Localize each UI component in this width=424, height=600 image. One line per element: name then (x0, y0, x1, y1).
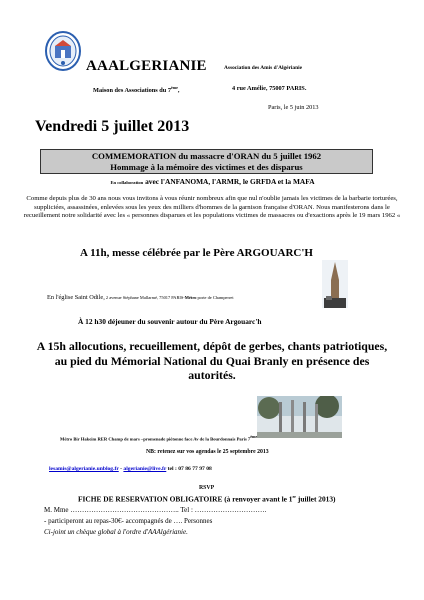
email-link-1[interactable]: lesamis@algerianie.unblog.fr (49, 466, 119, 472)
collaboration-line: En collaboration avec l'ANFANOMA, l'ARMR, le GRFDA et la MAFA (110, 177, 315, 186)
maison-associations: Maison des Associations du 7ème, (93, 85, 180, 95)
reservation-heading: FICHE DE RESERVATION OBLIGATOIRE (à renvoyer avant le 1er juillet 2013) (78, 494, 336, 504)
association-logo (44, 30, 82, 72)
ceremony-announcement: A 15h allocutions, recueillement, dépôt de gerbes, chants patriotiques, au pied du Mémorial National du Quai Branly en présence des autorités. (36, 339, 388, 382)
lunch-announcement: À 12 h30 déjeuner du souvenir autour du Père Argouarc'h (78, 317, 262, 326)
mass-announcement: A 11h, messe célébrée par le Père ARGOUARC'H (80, 247, 313, 259)
commemoration-box (40, 149, 373, 174)
dateline: Paris, le 5 juin 2013 (268, 104, 319, 111)
church-address: En l'église Saint Odile, 2 avenue Stéphane Mallarmé, 75017 PARIS-Métro porte de Champerret (47, 294, 234, 301)
form-name-tel-line: M. Mme ……………………………………….. Tel : …………………………. (44, 506, 267, 514)
save-the-date-note: NB: retenez sur vos agendas le 25 septembre 2013 (146, 449, 269, 455)
box-line-2: Hommage à la mémoire des victimes et des disparus (110, 161, 303, 172)
form-cheque-line: Ci-joint un chèque global à l'ordre d'AAAlgérianie. (44, 528, 188, 536)
association-subtitle: Association des Amis d'Algérianie (224, 65, 303, 71)
memorial-photo (257, 396, 342, 438)
contact-line: lesamis@algerianie.unblog.fr - algerianie@live.fr tel : 07 86 77 97 08 (49, 466, 212, 472)
form-participants-line: - participeront au repas-30€- accompagnés de …. Personnes (44, 517, 213, 525)
invitation-paragraph: Comme depuis plus de 30 ans nous vous invitons à vous réunir nombreux afin que nul n'oublie jamais les victimes de la barbarie torturées, suppliciées, assassinées, enlevées sous les yeux des milliers d'hommes de la garnison française d'ORAN. Nous manifesterons dans le recueillement notre solidarité avec les « personnes disparues et les populations victimes de massacres ou d'exactions après le 19 mars 1962 « (23, 195, 401, 220)
metro-directions: Métro Bir Hakeim RER Champ de mars –promenade piétonne face Av de la Bourdonnais Paris 7ème (60, 434, 258, 442)
organization-title: AAALGERIANIE (86, 58, 207, 74)
box-line-1: COMMEMORATION du massacre d'ORAN du 5 juillet 1962 (91, 151, 322, 161)
event-date: Vendredi 5 juillet 2013 (35, 118, 190, 135)
email-link-2[interactable]: algerianie@live.fr (123, 466, 167, 472)
rsvp-label: RSVP (199, 485, 215, 491)
address: 4 rue Amélie, 75007 PARIS. (232, 85, 307, 92)
church-tower-image (322, 260, 348, 308)
